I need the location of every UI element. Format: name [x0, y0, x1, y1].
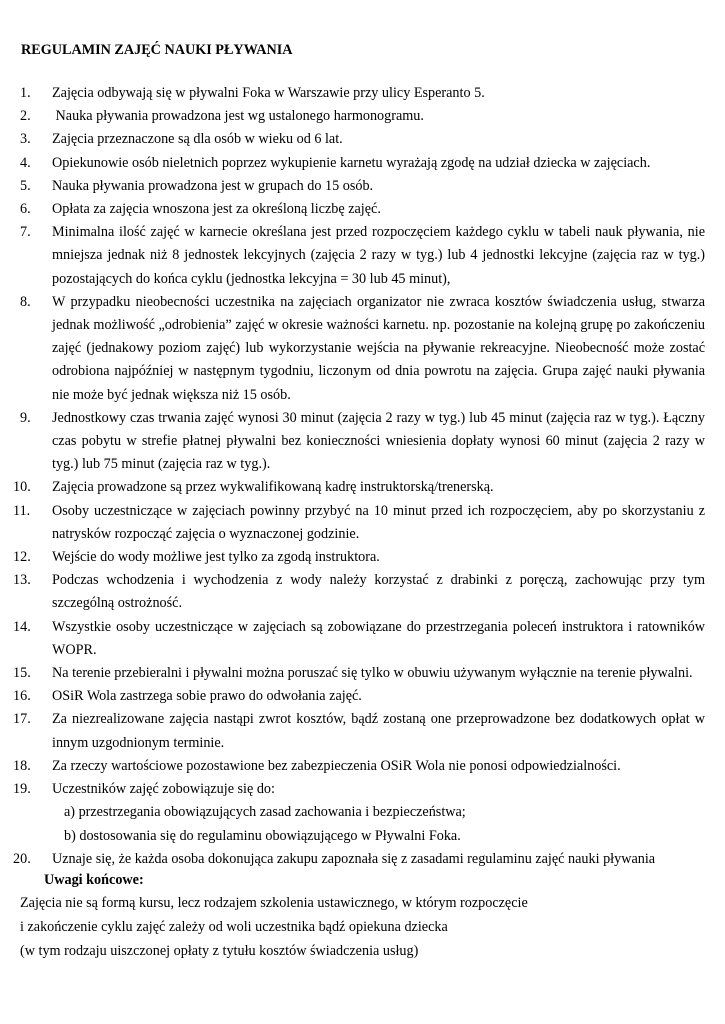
item-text: Na terenie przebieralni i pływalni można poruszać się tylko w obuwiu używanym wyłącznie na terenie pływalni. [52, 665, 693, 682]
list-item [0, 708, 705, 754]
item-text: Za niezrealizowane zajęcia nastąpi zwrot kosztów, bądź zostaną one przeprowadzone bez dodatkowych opłat w innym uzgodnionym terminie. [52, 711, 705, 751]
list-item [0, 616, 705, 662]
item-number: 15. [13, 665, 31, 682]
list-item [0, 198, 705, 221]
item-number: 1. [20, 85, 31, 101]
item-text: W przypadku nieobecności uczestnika na zajęciach organizator nie zwraca kosztów świadczenia usług, stwarza jednak możliwość „odrobienia” zajęć w okresie ważności karnetu. np. pozostanie na kolejną grupę po zakończeniu zajęć (jednakowy poziom zajęć) lub wykorzystanie wejścia na pływanie rekreacyjne. Nieobecność może zostać odrobiona najpóźniej w następnym tygodniu, liczonym od dnia powrotu na zajęcia. Grupa zajęć nauki pływania nie może być jednak większa niż 15 osób. [52, 293, 705, 403]
item-number: 5. [20, 177, 31, 194]
item-text: Osoby uczestniczące w zajęciach powinny przybyć na 10 minut przed ich rozpoczęciem, aby po skorzystaniu z natrysków rozpocząć zajęcia o wyznaczonej godzinie. [52, 502, 705, 542]
item-number: 20. [13, 850, 31, 867]
item-text: Nauka pływania prowadzona jest w grupach do 15 osób. [52, 177, 374, 194]
item-text: Nauka pływania prowadzona jest wg ustalonego harmonogramu. [52, 108, 424, 125]
list-item [0, 291, 705, 407]
list-item [0, 128, 705, 151]
final-remarks-line: i zakończenie cyklu zajęć zależy od woli uczestnika bądź opiekuna dziecka [20, 919, 448, 935]
item-number: 10. [13, 479, 31, 496]
item-number: 9. [20, 409, 31, 426]
item-text: Zajęcia prowadzone są przez wykwalifikowaną kadrę instruktorską/trenerską. [52, 479, 494, 496]
list-item [0, 105, 705, 128]
item-number: 17. [13, 711, 31, 728]
item-text: Zajęcia odbywają się w pływalni Foka w Warszawie przy ulicy Esperanto 5. [52, 85, 485, 101]
item-text: Uczestników zajęć zobowiązuje się do: [52, 781, 275, 798]
item-number: 19. [13, 781, 31, 798]
item-text: Zajęcia przeznaczone są dla osób w wieku od 6 lat. [52, 131, 343, 148]
list-item [0, 685, 705, 708]
list-item [0, 407, 705, 477]
item-text: Minimalna ilość zajęć w karnecie określana jest przed rozpoczęciem każdego cyklu w tabeli nauk pływania, nie mniejsza jednak niż 8 jednostek lekcyjnych (zajęcia 2 razy w tyg.) lub 4 jednostki lekcyjne (zajęcia raz w tyg.) pozostających do końca cyklu (jednostka lekcyjna = 30 lub 45 minut), [52, 224, 705, 287]
final-remarks-text [20, 891, 640, 963]
item-number: 3. [20, 131, 31, 148]
item-text: Wejście do wody możliwe jest tylko za zgodą instruktora. [52, 549, 380, 566]
item-number: 13. [13, 572, 31, 589]
item-number: 16. [13, 688, 31, 705]
list-item [0, 569, 705, 615]
item-number: 14. [13, 618, 31, 635]
sub-item: b) dostosowania się do regulaminu obowiązującego w Pływalni Foka. [64, 827, 461, 844]
item-text: Podczas wchodzenia i wychodzenia z wody należy korzystać z drabinki z poręczą, zachowując przy tym szczególną ostrożność. [52, 572, 705, 612]
sub-item: a) przestrzegania obowiązujących zasad zachowania i bezpieczeństwa; [64, 804, 466, 821]
list-item [0, 546, 705, 569]
list-item [0, 500, 705, 546]
list-item [0, 221, 705, 291]
item-number: 6. [20, 201, 31, 218]
list-item [0, 755, 705, 778]
final-remarks-line: (w tym rodzaju uiszczonej opłaty z tytułu kosztów świadczenia usług) [20, 943, 419, 959]
list-item [0, 152, 705, 175]
item-number: 7. [20, 224, 31, 241]
item-number: 2. [20, 108, 31, 125]
list-item [0, 662, 705, 685]
final-remarks-heading: Uwagi końcowe: [44, 872, 144, 888]
item-text: Opiekunowie osób nieletnich poprzez wykupienie karnetu wyrażają zgodę na udział dziecka w zajęciach. [52, 154, 651, 171]
item-text: Uznaje się, że każda osoba dokonująca zakupu zapoznała się z zasadami regulaminu zajęć nauki pływania [52, 850, 656, 867]
document-title: REGULAMIN ZAJĘĆ NAUKI PŁYWANIA [21, 42, 293, 58]
item-text: Za rzeczy wartościowe pozostawione bez zabezpieczenia OSiR Wola nie ponosi odpowiedzialności. [52, 757, 621, 774]
item-number: 8. [20, 293, 31, 310]
list-item [0, 848, 705, 871]
item-text: Wszystkie osoby uczestniczące w zajęciach są zobowiązane do przestrzegania poleceń instruktora i ratowników WOPR. [52, 618, 705, 658]
item-number: 18. [13, 757, 31, 774]
item-text: Opłata za zajęcia wnoszona jest za określoną liczbę zajęć. [52, 201, 381, 218]
final-remarks-line: Zajęcia nie są formą kursu, lecz rodzajem szkolenia ustawicznego, w którym rozpoczęcie [20, 895, 528, 911]
list-item [0, 778, 705, 848]
item-number: 4. [20, 154, 31, 171]
rules-list [0, 82, 725, 871]
list-item [0, 476, 705, 499]
list-item [0, 175, 705, 198]
item-text: Jednostkowy czas trwania zajęć wynosi 30 minut (zajęcia 2 razy w tyg.) lub 45 minut (zajęcia raz w tyg.). Łączny czas pobytu w strefie płatnej pływalni bez konieczności wniesienia dopłaty wynosi 60 minut (zajęcia 2 razy w tyg.) lub 75 minut (zajęcia raz w tyg.). [52, 409, 705, 473]
list-item [0, 82, 705, 105]
item-number: 12. [13, 549, 31, 566]
item-number: 11. [13, 502, 31, 519]
item-text: OSiR Wola zastrzega sobie prawo do odwołania zajęć. [52, 688, 362, 705]
